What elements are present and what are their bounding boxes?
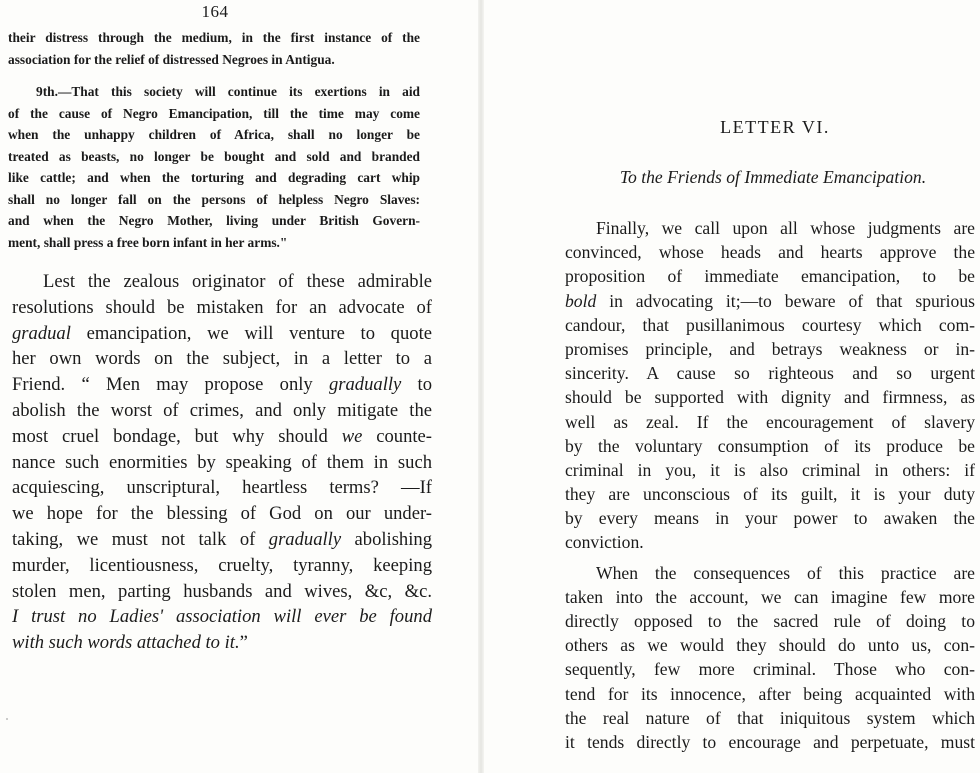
text-run: directly opposed to the sacred rule of doing to (565, 611, 975, 631)
text-line (565, 458, 975, 482)
text-line (565, 633, 975, 657)
text-line (565, 385, 975, 409)
resolution-quote (8, 81, 420, 253)
text-run: most cruel bondage, but why should (12, 425, 342, 447)
text-line (565, 337, 975, 361)
text-line (565, 609, 975, 633)
text-line (565, 530, 975, 554)
text-line (565, 482, 975, 506)
text-line (12, 372, 432, 398)
text-run: well as zeal. If the encouragement of slavery (565, 411, 975, 432)
text-run: acquiescing, unscriptural, heartless terms? —If (12, 477, 432, 499)
text-run: ” (239, 632, 248, 654)
left-page (0, 0, 480, 773)
text-line (12, 475, 432, 501)
text-run: convinced, whose heads and hearts approve the (565, 242, 975, 263)
text-line (12, 450, 432, 476)
text-line (565, 361, 975, 385)
text-run: When the consequences of this practice are (596, 562, 975, 583)
right-body-text (565, 216, 975, 754)
right-page (480, 0, 980, 773)
text-run: abolishing (341, 528, 432, 550)
text-line (12, 321, 432, 347)
text-line (12, 579, 432, 605)
page-number: 164 (201, 2, 229, 21)
text-line (565, 240, 975, 264)
text-line (12, 553, 432, 579)
text-line: ment, shall press a free born infant in her arms." (8, 234, 288, 250)
text-run: promises principle, and betrays weakness or in- (565, 338, 975, 359)
text-line (12, 604, 432, 630)
text-line: their distress through the medium, in the first instance of the (8, 30, 420, 45)
text-line: shall no longer fall on the persons of helpless Negro Slaves: (8, 191, 420, 207)
text-run: abolish the worst of crimes, and only mitigate the (12, 399, 432, 421)
text-run: conviction. (565, 532, 644, 553)
italic-text: gradually (268, 528, 342, 550)
text-line (565, 313, 975, 337)
letter-subheading: To the Friends of Immediate Emancipation. (619, 167, 927, 187)
text-line: treated as beasts, no longer be bought and sold and branded (8, 148, 420, 164)
text-run: taking, we must not talk of (12, 528, 269, 550)
text-line (565, 706, 975, 730)
text-run: Finally, we call upon all whose judgments are (596, 218, 975, 238)
italic-text: gradually (328, 374, 402, 396)
text-run: to (401, 374, 432, 396)
italic-text: gradual (12, 322, 71, 344)
text-run: nance such enormities by speaking of them in such (12, 451, 432, 473)
text-line (12, 269, 432, 295)
text-line (565, 410, 975, 434)
text-run: tend for its innocence, after being acquainted with (565, 683, 975, 704)
italic-text: bold (565, 290, 597, 311)
text-line (12, 501, 432, 527)
text-run: others as we would they should do unto us, con- (565, 635, 975, 656)
text-run: her own words on the subject, in a letter to a (12, 348, 432, 370)
text-line (565, 264, 975, 288)
italic-text: I trust no Ladies' association will ever be found (12, 606, 432, 628)
text-line (565, 682, 975, 706)
text-run: we hope for the blessing of God on our under- (12, 503, 432, 525)
italic-text: we (341, 425, 363, 447)
text-run: proposition of immediate emancipation, to be (565, 266, 975, 287)
text-run: emancipation, we will venture to quote (70, 322, 432, 344)
text-run: Lest the zealous originator of these admirable (43, 271, 432, 292)
letter-heading: LETTER VI. (720, 117, 830, 137)
text-run: taken into the account, we can imagine few more (565, 586, 975, 607)
text-line (12, 630, 432, 656)
text-run: stolen men, parting husbands and wives, &c, &c. (12, 580, 432, 602)
text-run: in advocating it;—to beware of that spurious (596, 290, 975, 311)
intro-paragraph (8, 27, 420, 70)
text-run: by every means in your power to awaken the (565, 508, 975, 529)
left-body-text (12, 269, 432, 656)
text-run: resolutions should be mistaken for an advocate of (12, 296, 432, 318)
text-line (565, 216, 975, 240)
margin-speck (6, 718, 8, 720)
text-run: by the voluntary consumption of its produce be (565, 435, 975, 456)
text-line (565, 434, 975, 458)
text-run: should be supported with dignity and firmness, as (565, 387, 975, 408)
text-line: association for the relief of distressed Negroes in Antigua. (8, 51, 335, 67)
text-run: criminal in you, it is also criminal in others: if (565, 459, 975, 480)
text-line (12, 527, 432, 553)
text-run: sincerity. A cause so righteous and so urgent (565, 363, 975, 384)
text-run: murder, licentiousness, cruelty, tyranny, keeping (12, 554, 432, 576)
text-run: candour, that pusillanimous courtesy which com- (565, 314, 975, 335)
text-line: 9th.—That this society will continue its exertions in aid (36, 84, 420, 99)
italic-text: with such words attached to it. (12, 632, 240, 654)
text-run: counte- (362, 425, 432, 447)
text-run: it tends directly to encourage and perpetuate, must (565, 731, 975, 752)
text-line (565, 585, 975, 609)
text-line (565, 561, 975, 585)
text-run: the real nature of that iniquitous system which (565, 707, 975, 728)
text-run: they are unconscious of its guilt, it is your duty (565, 484, 975, 505)
text-line: like cattle; and when the torturing and degrading cart whip (8, 170, 420, 185)
text-run: Friend. “ Men may propose only (12, 374, 329, 396)
text-line: when the unhappy children of Africa, shall no longer be (8, 127, 420, 142)
text-line (12, 424, 432, 450)
text-line (12, 346, 432, 372)
text-line (565, 730, 975, 754)
text-line: and when the Negro Mother, living under British Govern- (8, 213, 420, 228)
text-line: of the cause of Negro Emancipation, till the time may come (8, 105, 420, 121)
text-line (12, 295, 432, 321)
text-run: sequently, few more criminal. Those who con- (565, 659, 975, 680)
text-line (12, 398, 432, 424)
text-line (565, 657, 975, 681)
text-line (565, 506, 975, 530)
text-line (565, 289, 975, 313)
